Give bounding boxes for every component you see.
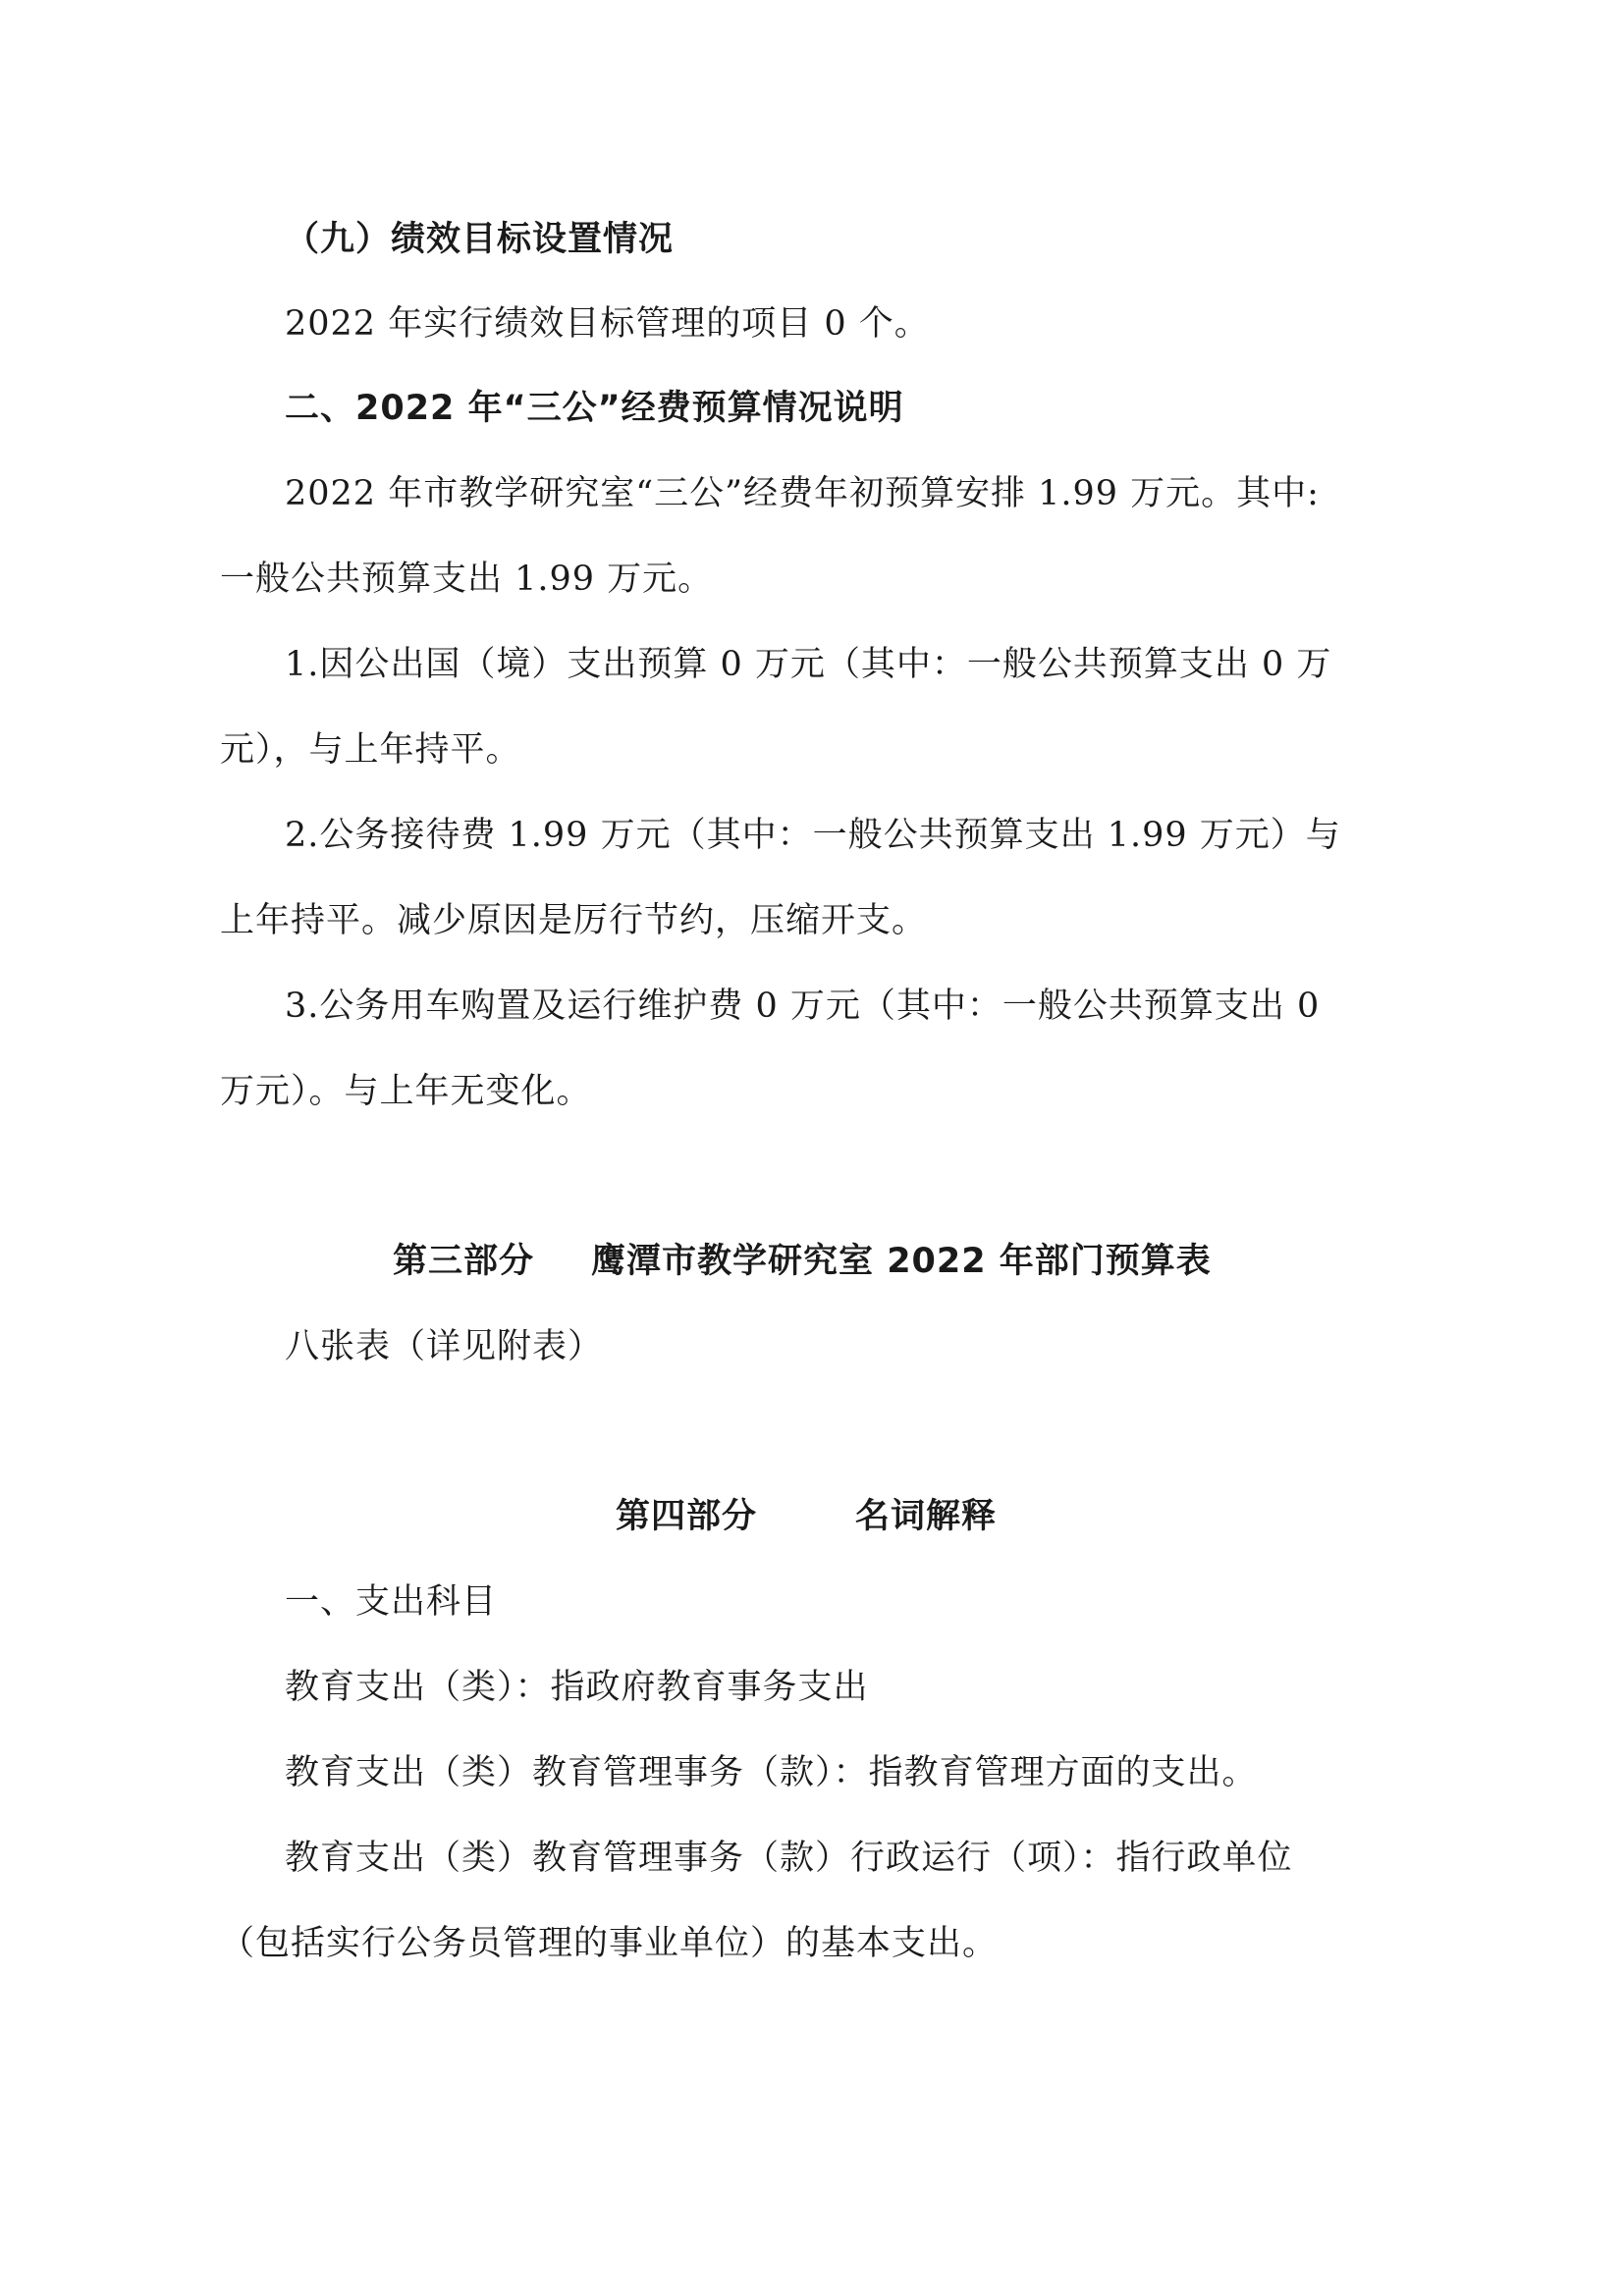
part-four-label: 第四部分	[616, 1497, 758, 1536]
section-two-para1-line2: 一般公共预算支出 1.99 万元。	[220, 560, 714, 599]
section-two-heading: 二、2022 年“三公”经费预算情况说明	[285, 389, 904, 428]
item3-line2: 万元）。与上年无变化。	[220, 1072, 592, 1111]
item3-line1: 3.公务用车购置及运行维护费 0 万元（其中：一般公共预算支出 0	[285, 987, 1321, 1026]
part-four-subheading: 一、支出科目	[285, 1582, 498, 1622]
definition-2: 教育支出（类）教育管理事务（款）：指教育管理方面的支出。	[285, 1753, 1258, 1792]
section-nine-text: 2022 年实行绩效目标管理的项目 0 个。	[285, 304, 930, 344]
item2-line2: 上年持平。减少原因是厉行节约，压缩开支。	[220, 901, 928, 940]
part-four-title: 名词解释	[855, 1497, 998, 1536]
definition-3-line1: 教育支出（类）教育管理事务（款）行政运行（项）：指行政单位	[285, 1839, 1293, 1878]
section-two-para1-line1: 2022 年市教学研究室“三公”经费年初预算安排 1.99 万元。其中:	[285, 474, 1320, 513]
section-nine-heading: （九）绩效目标设置情况	[285, 220, 675, 259]
definition-3-line2: （包括实行公务员管理的事业单位）的基本支出。	[220, 1924, 999, 1963]
item1-line1: 1.因公出国（境）支出预算 0 万元（其中：一般公共预算支出 0 万	[285, 645, 1332, 684]
part-three-text: 八张表（详见附表）	[285, 1327, 604, 1366]
part-three-heading	[393, 1240, 1212, 1283]
part-three-label: 第三部分	[393, 1242, 535, 1281]
definition-1: 教育支出（类）：指政府教育事务支出	[285, 1668, 869, 1707]
item1-line2: 元），与上年持平。	[220, 730, 521, 770]
part-four-heading	[616, 1495, 997, 1538]
part-three-title: 鹰潭市教学研究室 2022 年部门预算表	[591, 1242, 1212, 1281]
item2-line1: 2.公务接待费 1.99 万元（其中：一般公共预算支出 1.99 万元）与	[285, 816, 1341, 855]
